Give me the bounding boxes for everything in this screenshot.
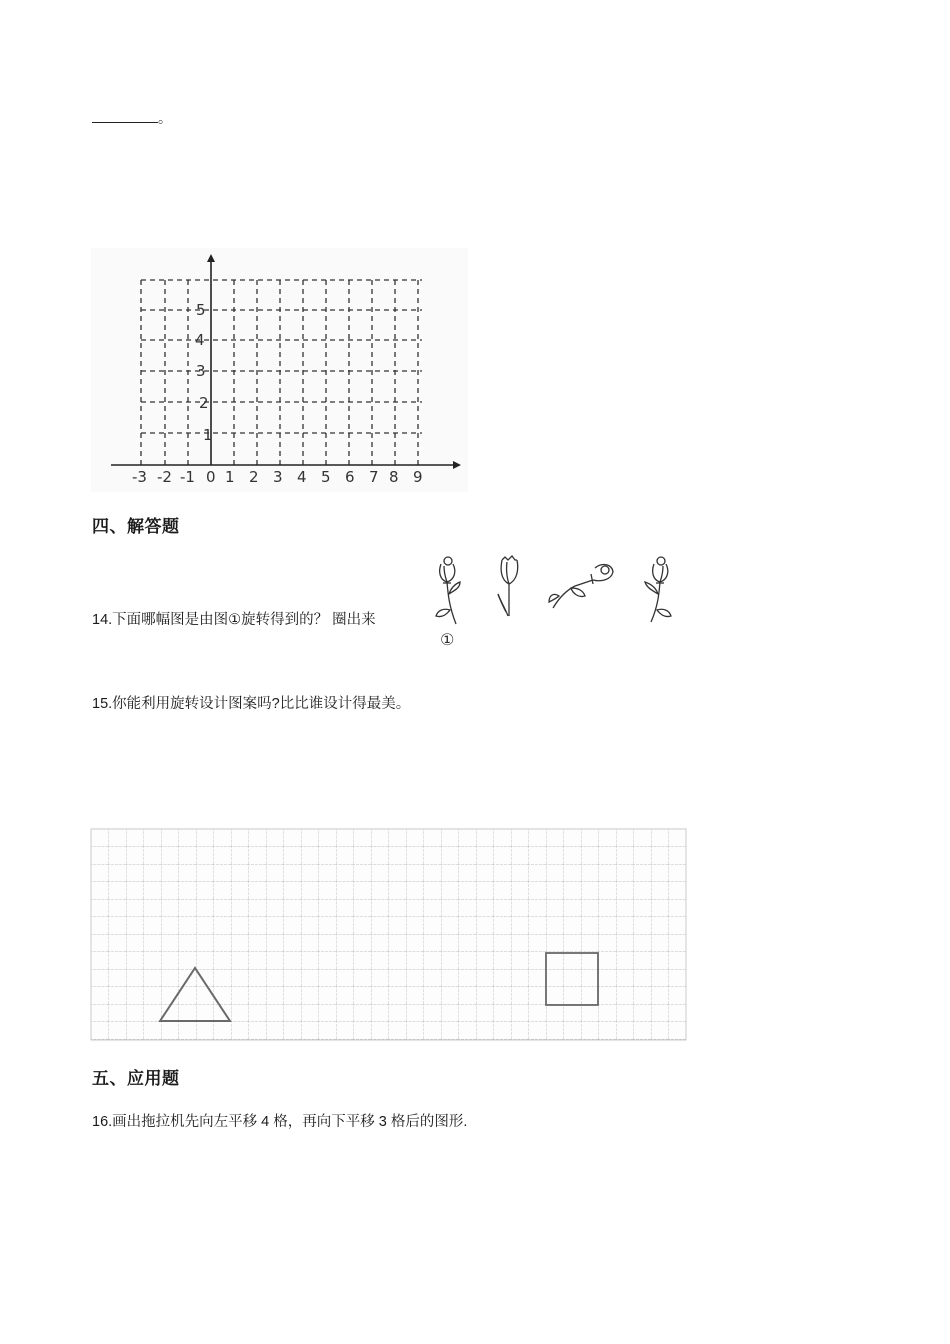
answer-blank[interactable] — [92, 113, 158, 123]
x-tick: 9 — [413, 468, 423, 486]
x-tick: 7 — [369, 468, 379, 486]
design-grid-svg — [90, 827, 687, 1042]
rose-original-icon — [430, 554, 470, 628]
x-tick: -1 — [180, 468, 195, 486]
coordinate-grid-svg — [91, 248, 468, 492]
y-tick: 4 — [195, 331, 205, 349]
coordinate-grid-figure — [91, 248, 468, 492]
grid-vertical-lines — [141, 280, 418, 466]
x-tick: -2 — [157, 468, 172, 486]
x-tick: 3 — [273, 468, 283, 486]
x-tick: 4 — [297, 468, 307, 486]
rose-option-c-icon[interactable] — [637, 554, 677, 626]
rose-option-a-icon[interactable] — [495, 554, 527, 620]
y-tick: 5 — [196, 301, 206, 319]
y-tick: 1 — [203, 426, 213, 444]
section-title-4: 四、解答题 — [92, 517, 180, 536]
question-14: 14.下面哪幅图是由图①旋转得到的？ 圈出来 — [92, 612, 376, 628]
grid-cells — [91, 829, 686, 1040]
question-15: 15.你能利用旋转设计图案吗?比比谁设计得最美。 — [92, 696, 411, 712]
rose-option-b-icon[interactable] — [547, 560, 617, 612]
x-tick: 6 — [345, 468, 355, 486]
y-axis-arrow-icon — [207, 254, 215, 262]
y-tick: 3 — [196, 362, 206, 380]
x-tick: 1 — [225, 468, 235, 486]
answer-blank-fragment — [92, 108, 172, 128]
x-tick: 0 — [206, 468, 216, 486]
x-tick: 8 — [389, 468, 399, 486]
section-title-5: 五、应用题 — [92, 1069, 180, 1088]
figure-label-1: ① — [440, 632, 455, 649]
grid-horizontal-lines — [141, 280, 422, 433]
design-grid-figure — [90, 827, 687, 1042]
question-16: 16.画出拖拉机先向左平移 4 格，再向下平移 3 格后的图形. — [92, 1114, 468, 1130]
x-tick: 5 — [321, 468, 331, 486]
period-mark: 。 — [158, 110, 172, 126]
x-tick: -3 — [132, 468, 147, 486]
rose-figures — [425, 552, 680, 652]
y-tick: 2 — [199, 394, 209, 412]
x-tick-labels — [91, 468, 468, 488]
x-tick: 2 — [249, 468, 259, 486]
